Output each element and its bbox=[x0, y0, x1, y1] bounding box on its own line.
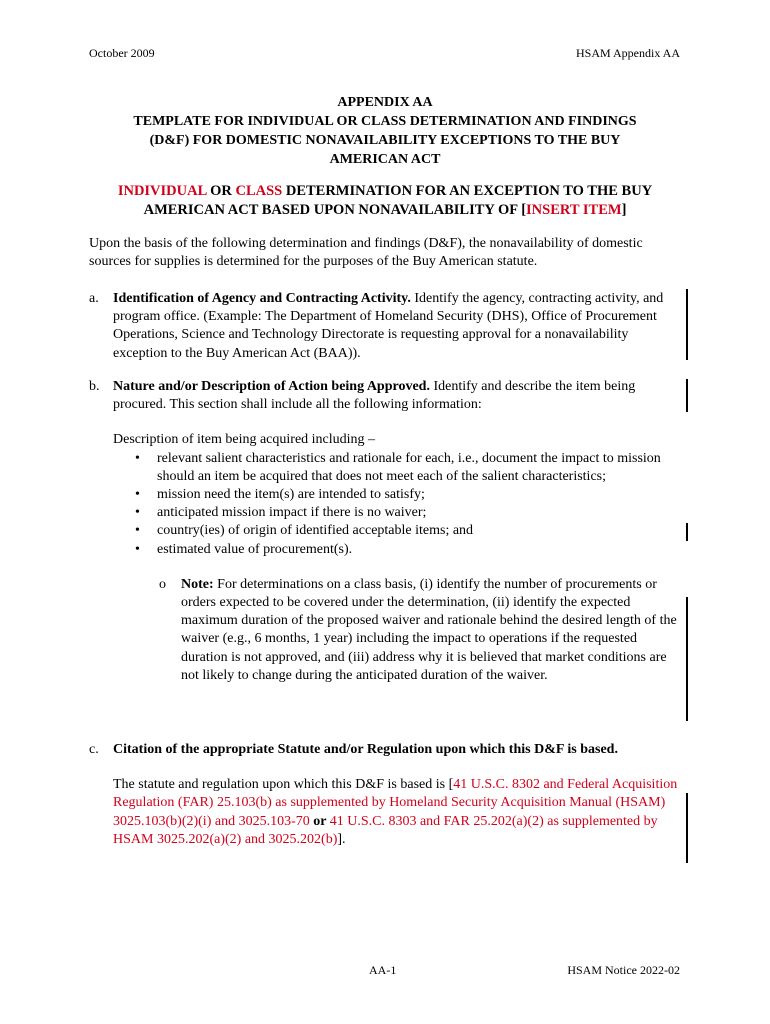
footer-notice: HSAM Notice 2022-02 bbox=[567, 963, 680, 977]
section-b bbox=[89, 378, 681, 685]
footer-page-number: AA-1 bbox=[369, 963, 397, 977]
section-c bbox=[89, 741, 681, 849]
citation-option-1: 41 U.S.C. 8302 and Federal Acquisition Regulation (FAR) 25.103(b) as supplemented by Homeland Security Acquisition Manual (HSAM) 3025.103(b)(2)(i) and 3025.103-70 bbox=[113, 777, 678, 829]
title-line-2: TEMPLATE FOR INDIVIDUAL OR CLASS DETERMINATION AND FINDINGS bbox=[133, 114, 637, 129]
revision-bar bbox=[686, 379, 688, 412]
title-line-1: APPENDIX AA bbox=[337, 95, 433, 110]
list-item: • estimated value of procurement(s). bbox=[135, 541, 353, 557]
section-c-heading: Citation of the appropriate Statute and/or Regulation upon which this D&F is based. bbox=[113, 742, 618, 757]
section-a-heading: Identification of Agency and Contracting Activity. bbox=[113, 291, 411, 306]
note-text: For determinations on a class basis, (i) identify the number of procurements or orders expected to be covered under the determination, (ii) identify the expected maximum duration of the proposed waiver and rationale behind the desired length of the waiver (e.g., 6 months, 1 year) including the impact to operations if the requested duration is not approved, and (iii) address why it is believed that market conditions are not likely to change during the anticipated duration of the waiver. bbox=[181, 576, 677, 683]
citation-text-start: The statute and regulation upon which this D&F is based is [ bbox=[113, 777, 454, 793]
citation-paragraph bbox=[113, 776, 681, 849]
revision-bar bbox=[686, 523, 688, 541]
list-item: • anticipated mission impact if there is no waiver; bbox=[135, 505, 427, 521]
list-item: • mission need the item(s) are intended to satisfy; bbox=[135, 487, 425, 503]
header-appendix: HSAM Appendix AA bbox=[575, 46, 680, 60]
section-c-letter: c. bbox=[89, 742, 99, 757]
subtitle-individual: INDIVIDUAL bbox=[117, 183, 207, 199]
section-a bbox=[89, 290, 681, 363]
section-a-text: Identify the agency, contracting activity, and program office. (Example: The Department of Homeland Security (DHS), Office of Procurement Operations, Science and Technology Directorate is requesting approval for a nonavailability exception to the Buy American Act (BAA)). bbox=[113, 291, 664, 361]
subtitle-rest-2: AMERICAN ACT BASED UPON NONAVAILABILITY OF [ bbox=[143, 202, 527, 218]
revision-bar bbox=[686, 597, 688, 721]
subtitle-rest-1: DETERMINATION FOR AN EXCEPTION TO THE BUY bbox=[282, 183, 653, 199]
determination-subtitle bbox=[89, 182, 681, 220]
citation-option-2: 41 U.S.C. 8303 and FAR 25.202(a)(2) as supplemented by HSAM 3025.202(a)(2) and 3025.202(b) bbox=[113, 813, 658, 847]
section-b-letter: b. bbox=[89, 379, 100, 394]
title-line-4: AMERICAN ACT bbox=[329, 152, 441, 167]
list-item: • relevant salient characteristics and rationale for each, i.e., document the impact to mission should an item be acquired that does not meet each of the salient characteristics; bbox=[135, 450, 661, 484]
intro-paragraph: Upon the basis of the following determination and findings (D&F), the nonavailability of domestic sources for supplies is determined for the purposes of the Buy American statute. bbox=[89, 236, 643, 270]
note-label: Note: bbox=[181, 576, 214, 592]
description-bullet-list bbox=[113, 450, 681, 559]
document-title bbox=[89, 93, 681, 169]
header-date: October 2009 bbox=[89, 46, 155, 60]
note-marker: o bbox=[159, 576, 166, 592]
section-b-heading: Nature and/or Description of Action being Approved. bbox=[113, 379, 430, 394]
citation-text-end: ]. bbox=[337, 831, 346, 847]
subtitle-close: ] bbox=[621, 202, 627, 218]
class-basis-note bbox=[113, 576, 681, 685]
section-a-letter: a. bbox=[89, 291, 99, 306]
list-item: • country(ies) of origin of identified acceptable items; and bbox=[135, 523, 474, 539]
citation-or: or bbox=[309, 813, 330, 829]
title-line-3: (D&F) FOR DOMESTIC NONAVAILABILITY EXCEPTIONS TO THE BUY bbox=[149, 133, 621, 148]
subtitle-or: OR bbox=[206, 183, 236, 199]
description-intro: Description of item being acquired including – bbox=[113, 432, 376, 448]
subtitle-insert-item: INSERT ITEM bbox=[526, 202, 622, 218]
section-b-text: Identify and describe the item being procured. This section shall include all the following information: bbox=[113, 379, 636, 413]
revision-bar bbox=[686, 289, 688, 360]
revision-bar bbox=[686, 793, 688, 863]
subtitle-class: CLASS bbox=[235, 183, 283, 199]
